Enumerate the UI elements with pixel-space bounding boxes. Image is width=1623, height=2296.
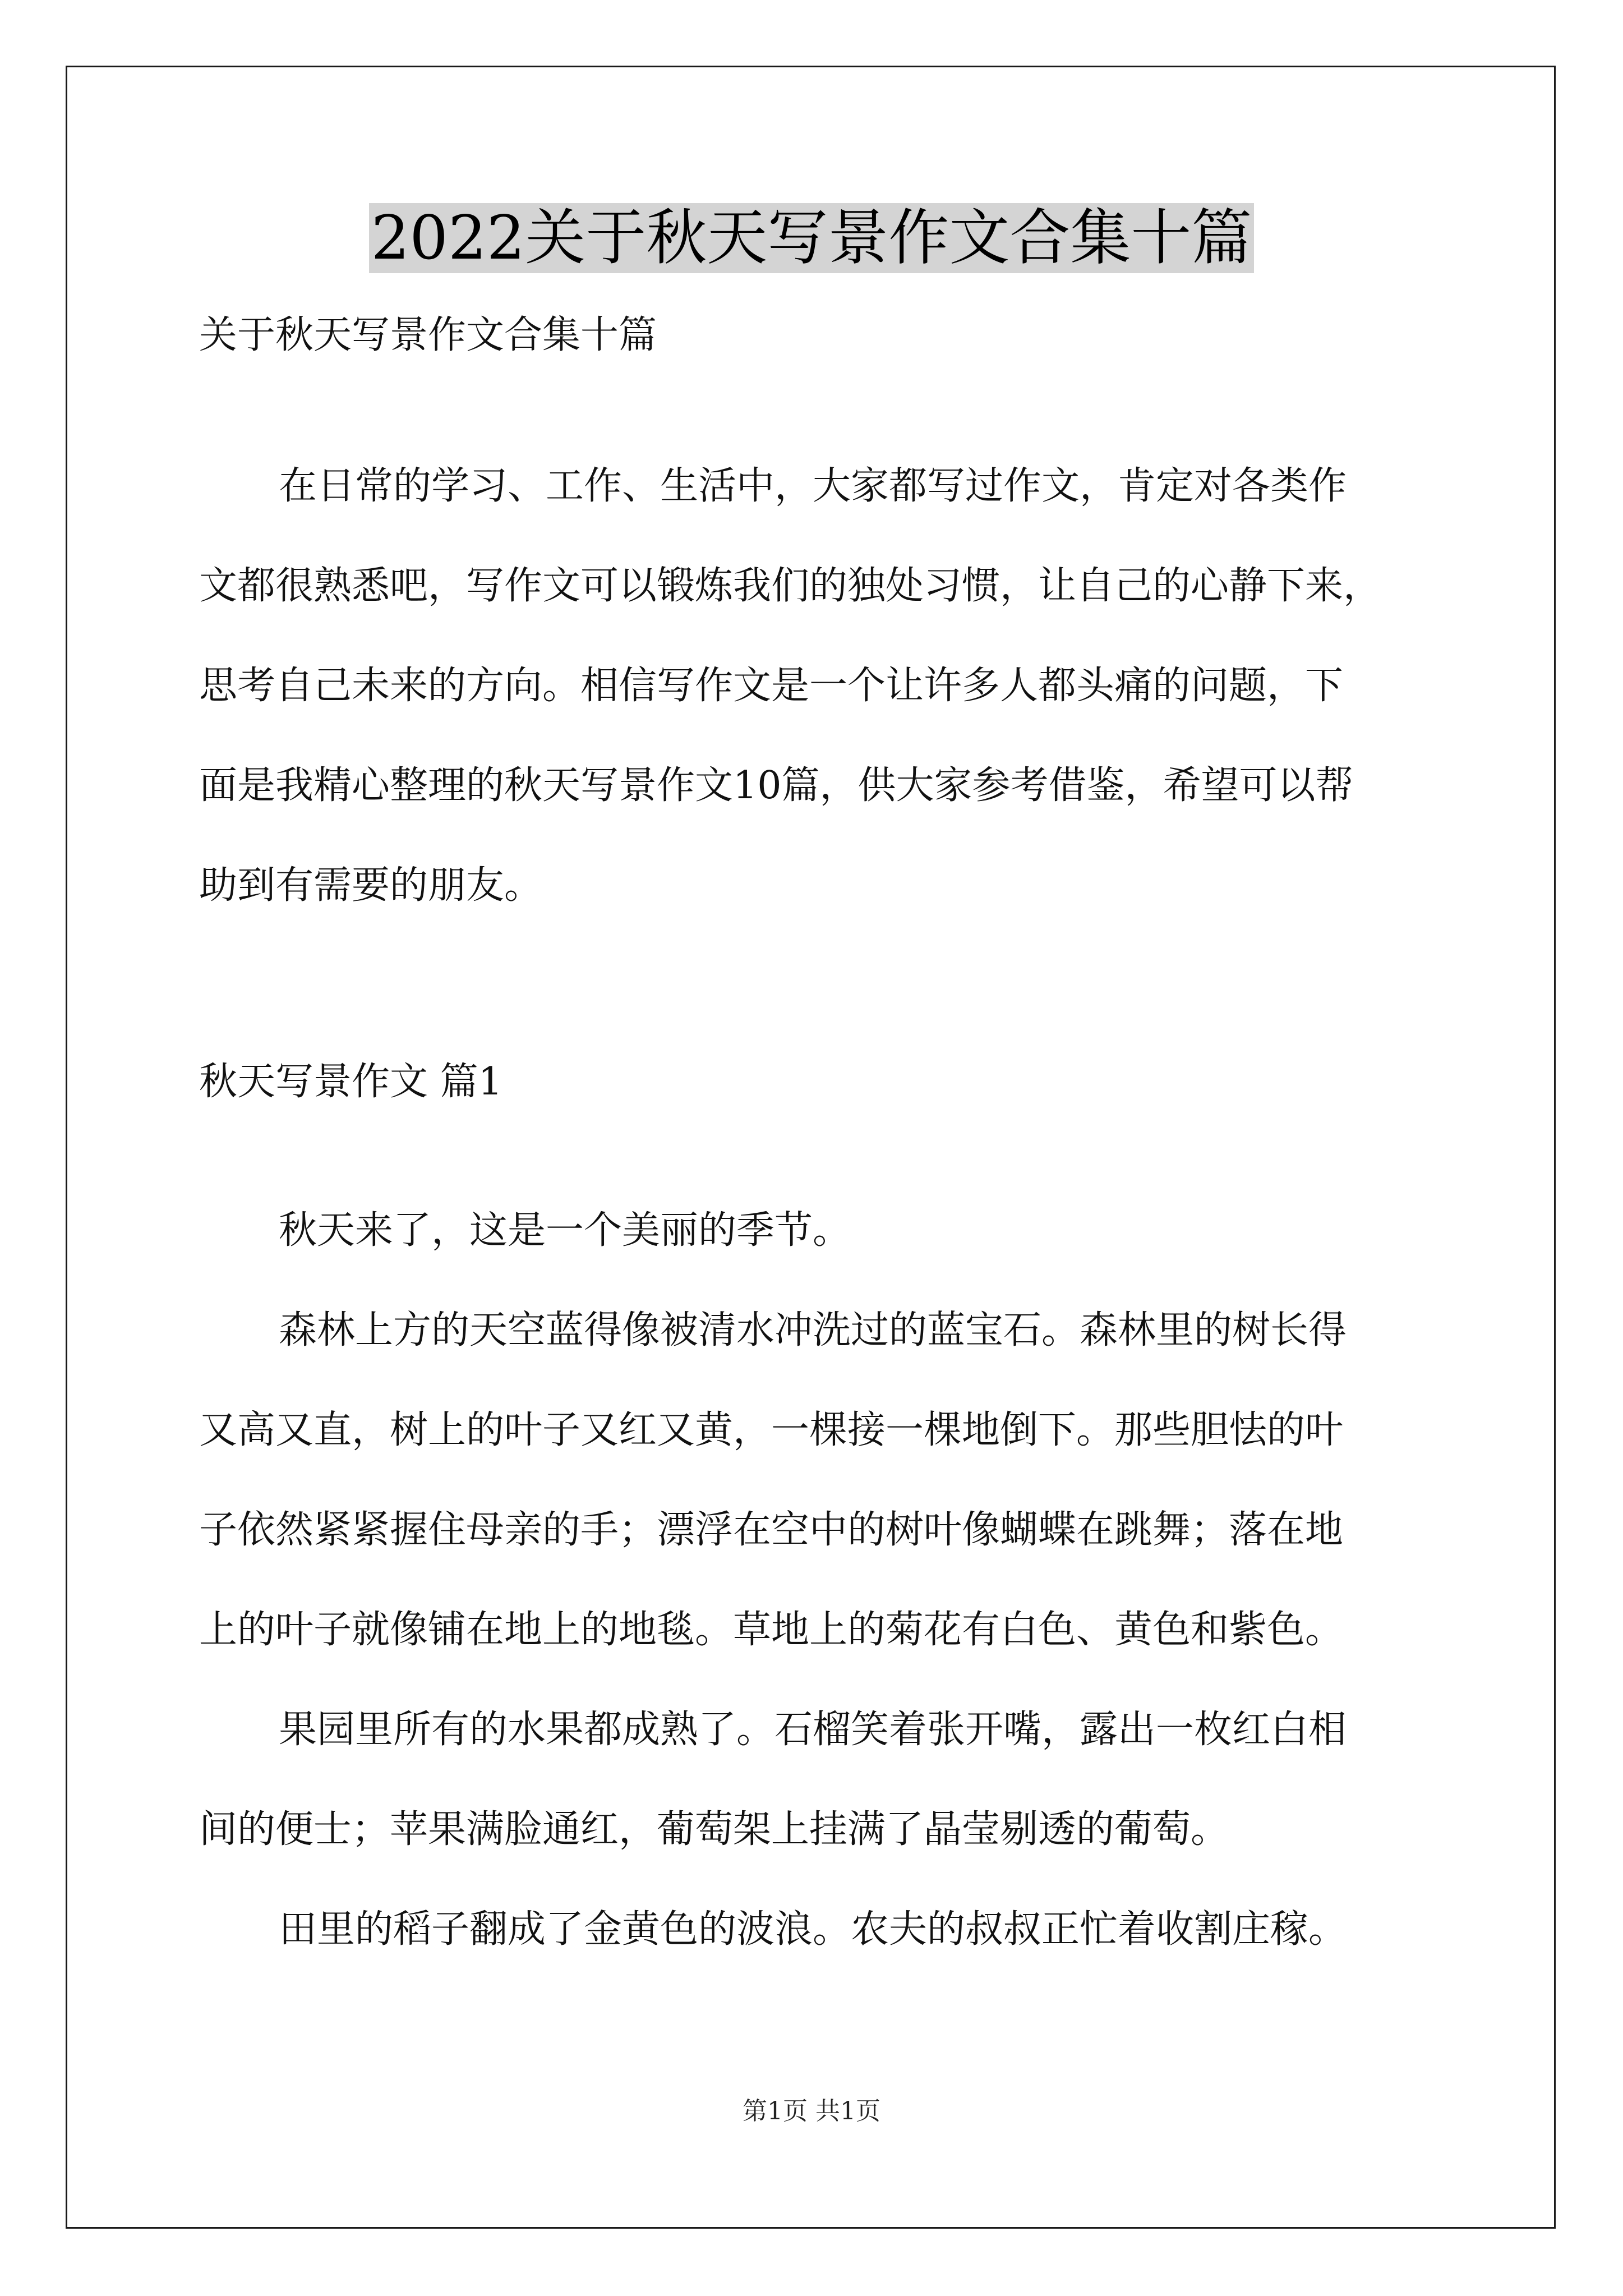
section-heading: 秋天写景作文 篇1 [199, 1060, 502, 1104]
intro-line-1: 在日常的学习、工作、生活中，大家都写过作文，肯定对各类作 [279, 464, 1347, 508]
body-line-5: 上的叶子就像铺在地上的地毯。草地上的菊花有白色、黄色和紫色。 [199, 1608, 1344, 1652]
document-subtitle: 关于秋天写景作文合集十篇 [199, 313, 657, 357]
document-title-text: 2022关于秋天写景作文合集十篇 [369, 203, 1255, 273]
intro-line-2: 文都很熟悉吧，写作文可以锻炼我们的独处习惯，让自己的心静下来， [199, 564, 1382, 608]
intro-line-5: 助到有需要的朋友。 [199, 863, 543, 908]
body-line-6: 果园里所有的水果都成熟了。石榴笑着张开嘴，露出一枚红白相 [279, 1708, 1347, 1752]
page-footer: 第1页 共1页 [743, 2097, 880, 2125]
body-line-4: 子依然紧紧握住母亲的手；漂浮在空中的树叶像蝴蝶在跳舞；落在地 [199, 1508, 1344, 1552]
document-title [0, 196, 1623, 280]
body-line-2: 森林上方的天空蓝得像被清水冲洗过的蓝宝石。森林里的树长得 [279, 1308, 1347, 1352]
body-line-3: 又高又直，树上的叶子又红又黄，一棵接一棵地倒下。那些胆怯的叶 [199, 1408, 1344, 1452]
body-line-1: 秋天来了，这是一个美丽的季节。 [279, 1208, 851, 1253]
body-line-8: 田里的稻子翻成了金黄色的波浪。农夫的叔叔正忙着收割庄稼。 [279, 1907, 1347, 1952]
intro-line-4: 面是我精心整理的秋天写景作文10篇，供大家参考借鉴，希望可以帮 [199, 763, 1354, 808]
body-line-7: 间的便士；苹果满脸通红，葡萄架上挂满了晶莹剔透的葡萄。 [199, 1807, 1229, 1852]
intro-line-3: 思考自己未来的方向。相信写作文是一个让许多人都头痛的问题，下 [199, 664, 1344, 708]
